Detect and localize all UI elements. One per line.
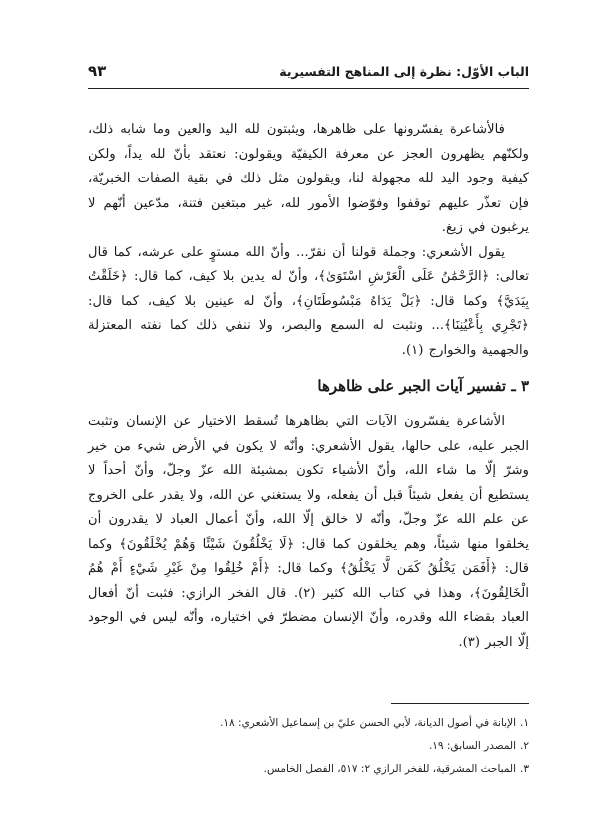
footnote-number: ١. — [520, 717, 529, 729]
footnote-number: ٣. — [520, 763, 529, 775]
section-heading: ٣ ـ تفسير آيات الجبر على ظاهرها — [317, 377, 529, 395]
running-header — [88, 62, 529, 89]
paragraph-jabr-verses: الأشاعرة يفسّرون الآيات التي بظاهرها تُسقط الاختيار عن الإنسان وتثبت الجبر عليه، على حالها، يقول الأشعري: وأنّه لا يكون في الأرض شيء من خير وشرّ إلّا ما شاء الله، وأنّ الأشياء تكون بمشيئة الله عزّ وجلّ، وأنّ أحداً لا يستطيع أن يفعل شيئاً قبل أن يفعله، ولا يستغني عن الله، ولا يقدر على الخروج عن علم الله عزّ وجلّ، وأنّه لا خالق إلّا الله، وأنّ أعمال العباد لا يقدرون أن يخلقوا منها شيئاً، وهم يخلقون كما قال: ﴿لَا يَخْلُقُونَ شَيْئًا وَهُمْ يُخْلَقُونَ﴾ وكما قال: ﴿أَفَمَن يَخْلُقُ كَمَن لَّا يَخْلُقُ﴾ وكما قال: ﴿أَمْ خُلِقُوا مِنْ غَيْرِ شَيْءٍ أَمْ هُمُ الْخَالِقُونَ﴾، وهذا في كتاب الله كثير (٢). قال الفخر الرازي: فثبت أنّ أفعال العباد بقضاء الله وقدره، وأنّ الإنسان مضطرّ في اختياره، وأنّه ليس في الوجود إلّا الجبر (٣). — [88, 414, 529, 650]
footnote-1 — [88, 712, 529, 735]
footnotes — [88, 712, 529, 781]
header-title: الباب الأوّل: نظرة إلى المناهج التفسيرية — [279, 64, 529, 79]
footnote-text: المصدر السابق: ١٩. — [428, 740, 517, 752]
footnote-number: ٢. — [520, 740, 529, 752]
footnote-text: الإبانة في أصول الديانة، لأبي الحسن عليّ بن إسماعيل الأشعري: ١٨. — [220, 717, 517, 729]
section-text — [88, 410, 529, 655]
footnote-text: المباحث المشرقية، للفخر الرازي ٢: ٥١٧، الفصل الخامس. — [263, 763, 517, 775]
footnote-separator — [391, 703, 529, 704]
page-number: ٩٣ — [88, 62, 107, 80]
paragraph-ashaira-interpretation: فالأشاعرة يفسّرونها على ظاهرها، ويثبتون لله اليد والعين وما شابه ذلك، ولكنّهم يظهرون العجز عن معرفة الكيفيّة ويقولون: نعتقد بأنّ لله يداً، ولكن كيفية وجود اليد لله مجهولة لنا، ويقولون مثل ذلك في بقية الصفات الخبريّة، فإن تعذّر عليهم توقفوا وفوّضوا الأمور لله، غير مبتغين فتنة، مدّعين أنّهم لا يرغبون في زيغ. — [88, 122, 529, 235]
main-text — [88, 118, 529, 363]
paragraph-ashari-quote: يقول الأشعري: وجملة قولنا أن نقرّ... وأنّ الله مستوٍ على عرشه، كما قال تعالى: ﴿الرَّحْمَٰنُ عَلَى الْعَرْشِ اسْتَوَىٰ﴾، وأنّ له يدين بلا كيف، كما قال: ﴿خَلَقْتُ بِيَدَيَّ﴾ وكما قال: ﴿بَلْ يَدَاهُ مَبْسُوطَتَانِ﴾، وأنّ له عينين بلا كيف، كما قال: ﴿تَجْرِي بِأَعْيُنِنَا﴾... ونثبت له السمع والبصر، ولا ننفي ذلك كما نفته المعتزلة والجهمية والخوارج (١). — [88, 244, 529, 358]
section-block — [88, 374, 529, 398]
footnote-2 — [88, 735, 529, 758]
footnote-3 — [88, 758, 529, 781]
